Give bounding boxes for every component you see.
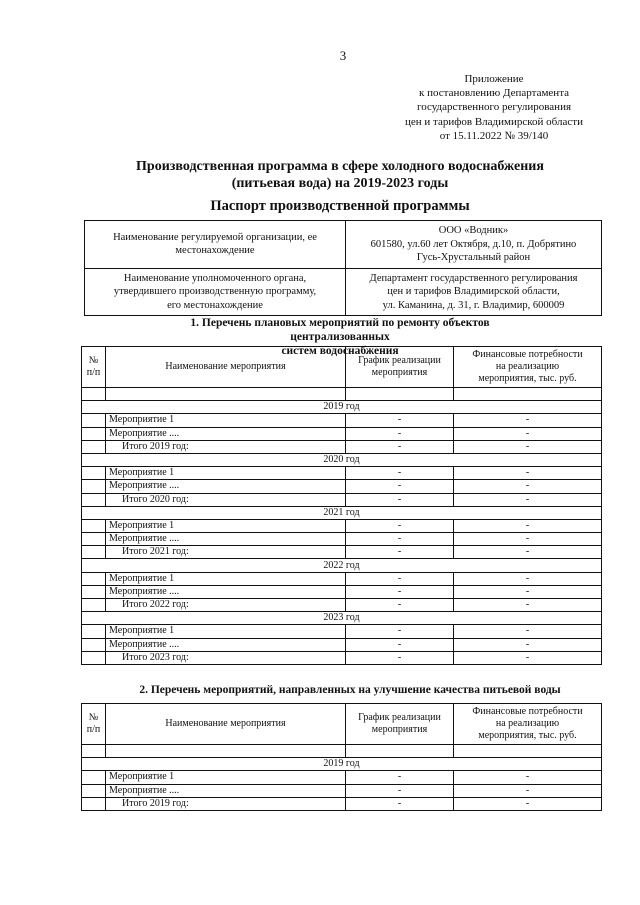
row-schedule: -	[346, 784, 454, 797]
row-num	[82, 414, 106, 427]
table-row	[82, 480, 602, 493]
passport-label-cell	[85, 268, 346, 316]
row-name: Мероприятие 1	[106, 625, 346, 638]
header-line: мероприятия, тыс. руб.	[478, 373, 577, 384]
row-finance: -	[454, 427, 602, 440]
appendix-line: государственного регулирования	[416, 101, 572, 114]
row-num	[82, 467, 106, 480]
total-row	[82, 440, 602, 453]
table-row	[82, 585, 602, 598]
row-num	[82, 599, 106, 612]
row-num	[82, 651, 106, 664]
cell-line: Департамент государственного регулирования	[369, 272, 578, 284]
row-name: Мероприятие ....	[106, 585, 346, 598]
year-label: 2020 год	[82, 453, 602, 466]
row-finance: -	[454, 414, 602, 427]
year-row	[82, 401, 602, 414]
header-line: Финансовые потребности	[472, 349, 583, 360]
header-line: п/п	[86, 724, 101, 735]
passport-value-cell	[346, 268, 602, 316]
row-name: Мероприятие 1	[106, 414, 346, 427]
total-row	[82, 651, 602, 664]
header-finance	[454, 347, 602, 388]
total-label: Итого 2023 год:	[106, 651, 346, 664]
row-schedule: -	[346, 599, 454, 612]
row-finance: -	[454, 572, 602, 585]
header-line: на реализацию	[495, 718, 560, 729]
repair-measures-table	[81, 346, 602, 665]
title-line: (питьевая вода) на 2019-2023 годы	[231, 176, 449, 191]
row-finance: -	[454, 493, 602, 506]
row-name: Мероприятие ....	[106, 784, 346, 797]
row-schedule: -	[346, 651, 454, 664]
row-num	[82, 784, 106, 797]
header-num	[82, 704, 106, 745]
header-schedule	[346, 704, 454, 745]
total-label: Итого 2020 год:	[106, 493, 346, 506]
appendix-header	[388, 72, 600, 143]
header-line: мероприятия, тыс. руб.	[478, 730, 577, 741]
appendix-line: Приложение	[464, 73, 524, 85]
header-line: График реализации	[358, 712, 441, 723]
row-finance: -	[454, 784, 602, 797]
row-finance: -	[454, 533, 602, 546]
header-num	[82, 347, 106, 388]
passport-table	[84, 220, 602, 316]
row-schedule: -	[346, 625, 454, 638]
row-num	[82, 638, 106, 651]
row-num	[82, 771, 106, 784]
row-finance: -	[454, 797, 602, 810]
appendix-line: к постановлению Департамента	[418, 87, 570, 100]
row-num	[82, 493, 106, 506]
header-schedule	[346, 347, 454, 388]
year-row	[82, 453, 602, 466]
section-title-line: систем водоснабжения	[281, 345, 399, 357]
row-name: Мероприятие ....	[106, 480, 346, 493]
empty-row	[82, 388, 602, 401]
document-title	[90, 158, 590, 192]
appendix-line: от 15.11.2022 № 39/140	[439, 129, 549, 142]
row-finance: -	[454, 599, 602, 612]
section2-title: 2. Перечень мероприятий, направленных на улучшение качества питьевой воды	[139, 684, 561, 696]
cell-line: Наименование уполномоченного органа,	[123, 272, 307, 284]
header-line: Финансовые потребности	[472, 706, 583, 717]
row-schedule: -	[346, 533, 454, 546]
row-schedule: -	[346, 440, 454, 453]
title-line: Производственная программа в сфере холодного водоснабжения	[136, 159, 544, 174]
row-schedule: -	[346, 638, 454, 651]
row-num	[82, 519, 106, 532]
header-line: п/п	[86, 367, 101, 378]
table-row	[82, 625, 602, 638]
row-name: Мероприятие ....	[106, 427, 346, 440]
row-finance: -	[454, 480, 602, 493]
appendix-line: цен и тарифов Владимирской области	[405, 115, 583, 128]
cell-line: ООО «Водник»	[438, 225, 509, 236]
row-num	[82, 480, 106, 493]
row-schedule: -	[346, 480, 454, 493]
header-line: №	[88, 355, 99, 366]
row-finance: -	[454, 467, 602, 480]
header-line: мероприятия	[371, 367, 428, 378]
row-schedule: -	[346, 493, 454, 506]
total-label: Итого 2019 год:	[106, 797, 346, 810]
row-finance: -	[454, 638, 602, 651]
header-line: мероприятия	[371, 724, 428, 735]
total-row	[82, 797, 602, 810]
row-name: Мероприятие 1	[106, 572, 346, 585]
row-schedule: -	[346, 585, 454, 598]
row-name: Мероприятие 1	[106, 771, 346, 784]
passport-row	[85, 268, 602, 316]
section-title-line: 1. Перечень плановых мероприятий по ремонту объектов централизованных	[190, 317, 490, 343]
header-line: №	[88, 712, 99, 723]
row-finance: -	[454, 771, 602, 784]
table-row	[82, 784, 602, 797]
row-finance: -	[454, 519, 602, 532]
passport-label-cell	[85, 221, 346, 269]
cell-line: местонахождение	[175, 245, 255, 257]
table-header-row	[82, 704, 602, 745]
passport-row	[85, 221, 602, 269]
year-row	[82, 758, 602, 771]
year-row	[82, 506, 602, 519]
row-finance: -	[454, 546, 602, 559]
total-row	[82, 546, 602, 559]
row-num	[82, 625, 106, 638]
row-schedule: -	[346, 771, 454, 784]
row-schedule: -	[346, 427, 454, 440]
year-label: 2021 год	[82, 506, 602, 519]
header-finance	[454, 704, 602, 745]
row-name: Мероприятие ....	[106, 533, 346, 546]
passport-title: Паспорт производственной программы	[210, 198, 470, 214]
year-label: 2023 год	[82, 612, 602, 625]
table-header-row	[82, 347, 602, 388]
row-schedule: -	[346, 519, 454, 532]
cell-line: его местонахождение	[167, 299, 263, 311]
table-row	[82, 414, 602, 427]
table-row	[82, 771, 602, 784]
row-schedule: -	[346, 414, 454, 427]
row-finance: -	[454, 651, 602, 664]
empty-row	[82, 745, 602, 758]
table-row	[82, 519, 602, 532]
row-finance: -	[454, 585, 602, 598]
cell-line: ул. Каманина, д. 31, г. Владимир, 600009	[382, 299, 565, 311]
total-label: Итого 2019 год:	[106, 440, 346, 453]
table-row	[82, 467, 602, 480]
row-finance: -	[454, 440, 602, 453]
total-row	[82, 599, 602, 612]
year-row	[82, 559, 602, 572]
year-row	[82, 612, 602, 625]
total-label: Итого 2021 год:	[106, 546, 346, 559]
total-label: Итого 2022 год:	[106, 599, 346, 612]
row-schedule: -	[346, 546, 454, 559]
row-num	[82, 427, 106, 440]
row-num	[82, 440, 106, 453]
cell-line: 601580, ул.60 лет Октября, д.10, п. Добрятино	[370, 238, 577, 250]
table-row	[82, 533, 602, 546]
total-row	[82, 493, 602, 506]
row-schedule: -	[346, 467, 454, 480]
row-name: Мероприятие ....	[106, 638, 346, 651]
cell-line: утвердившего производственную программу,	[113, 286, 317, 297]
passport-value-cell	[346, 221, 602, 269]
header-line: График реализации	[358, 355, 441, 366]
table-row	[82, 572, 602, 585]
row-num	[82, 546, 106, 559]
header-line: на реализацию	[495, 361, 560, 372]
row-num	[82, 797, 106, 810]
cell-line: цен и тарифов Владимирской области,	[387, 286, 560, 297]
row-num	[82, 572, 106, 585]
header-name: Наименование мероприятия	[106, 704, 346, 745]
row-name: Мероприятие 1	[106, 519, 346, 532]
row-finance: -	[454, 625, 602, 638]
year-label: 2019 год	[82, 401, 602, 414]
row-num	[82, 585, 106, 598]
year-label: 2022 год	[82, 559, 602, 572]
year-label: 2019 год	[82, 758, 602, 771]
cell-line: Гусь-Хрустальный район	[416, 252, 531, 263]
page-number: 3	[339, 48, 347, 63]
table-row	[82, 638, 602, 651]
cell-line: Наименование регулируемой организации, ее	[113, 231, 317, 243]
header-name: Наименование мероприятия	[106, 347, 346, 388]
row-schedule: -	[346, 572, 454, 585]
table-row	[82, 427, 602, 440]
row-num	[82, 533, 106, 546]
water-quality-measures-table	[81, 703, 602, 811]
row-name: Мероприятие 1	[106, 467, 346, 480]
row-schedule: -	[346, 797, 454, 810]
